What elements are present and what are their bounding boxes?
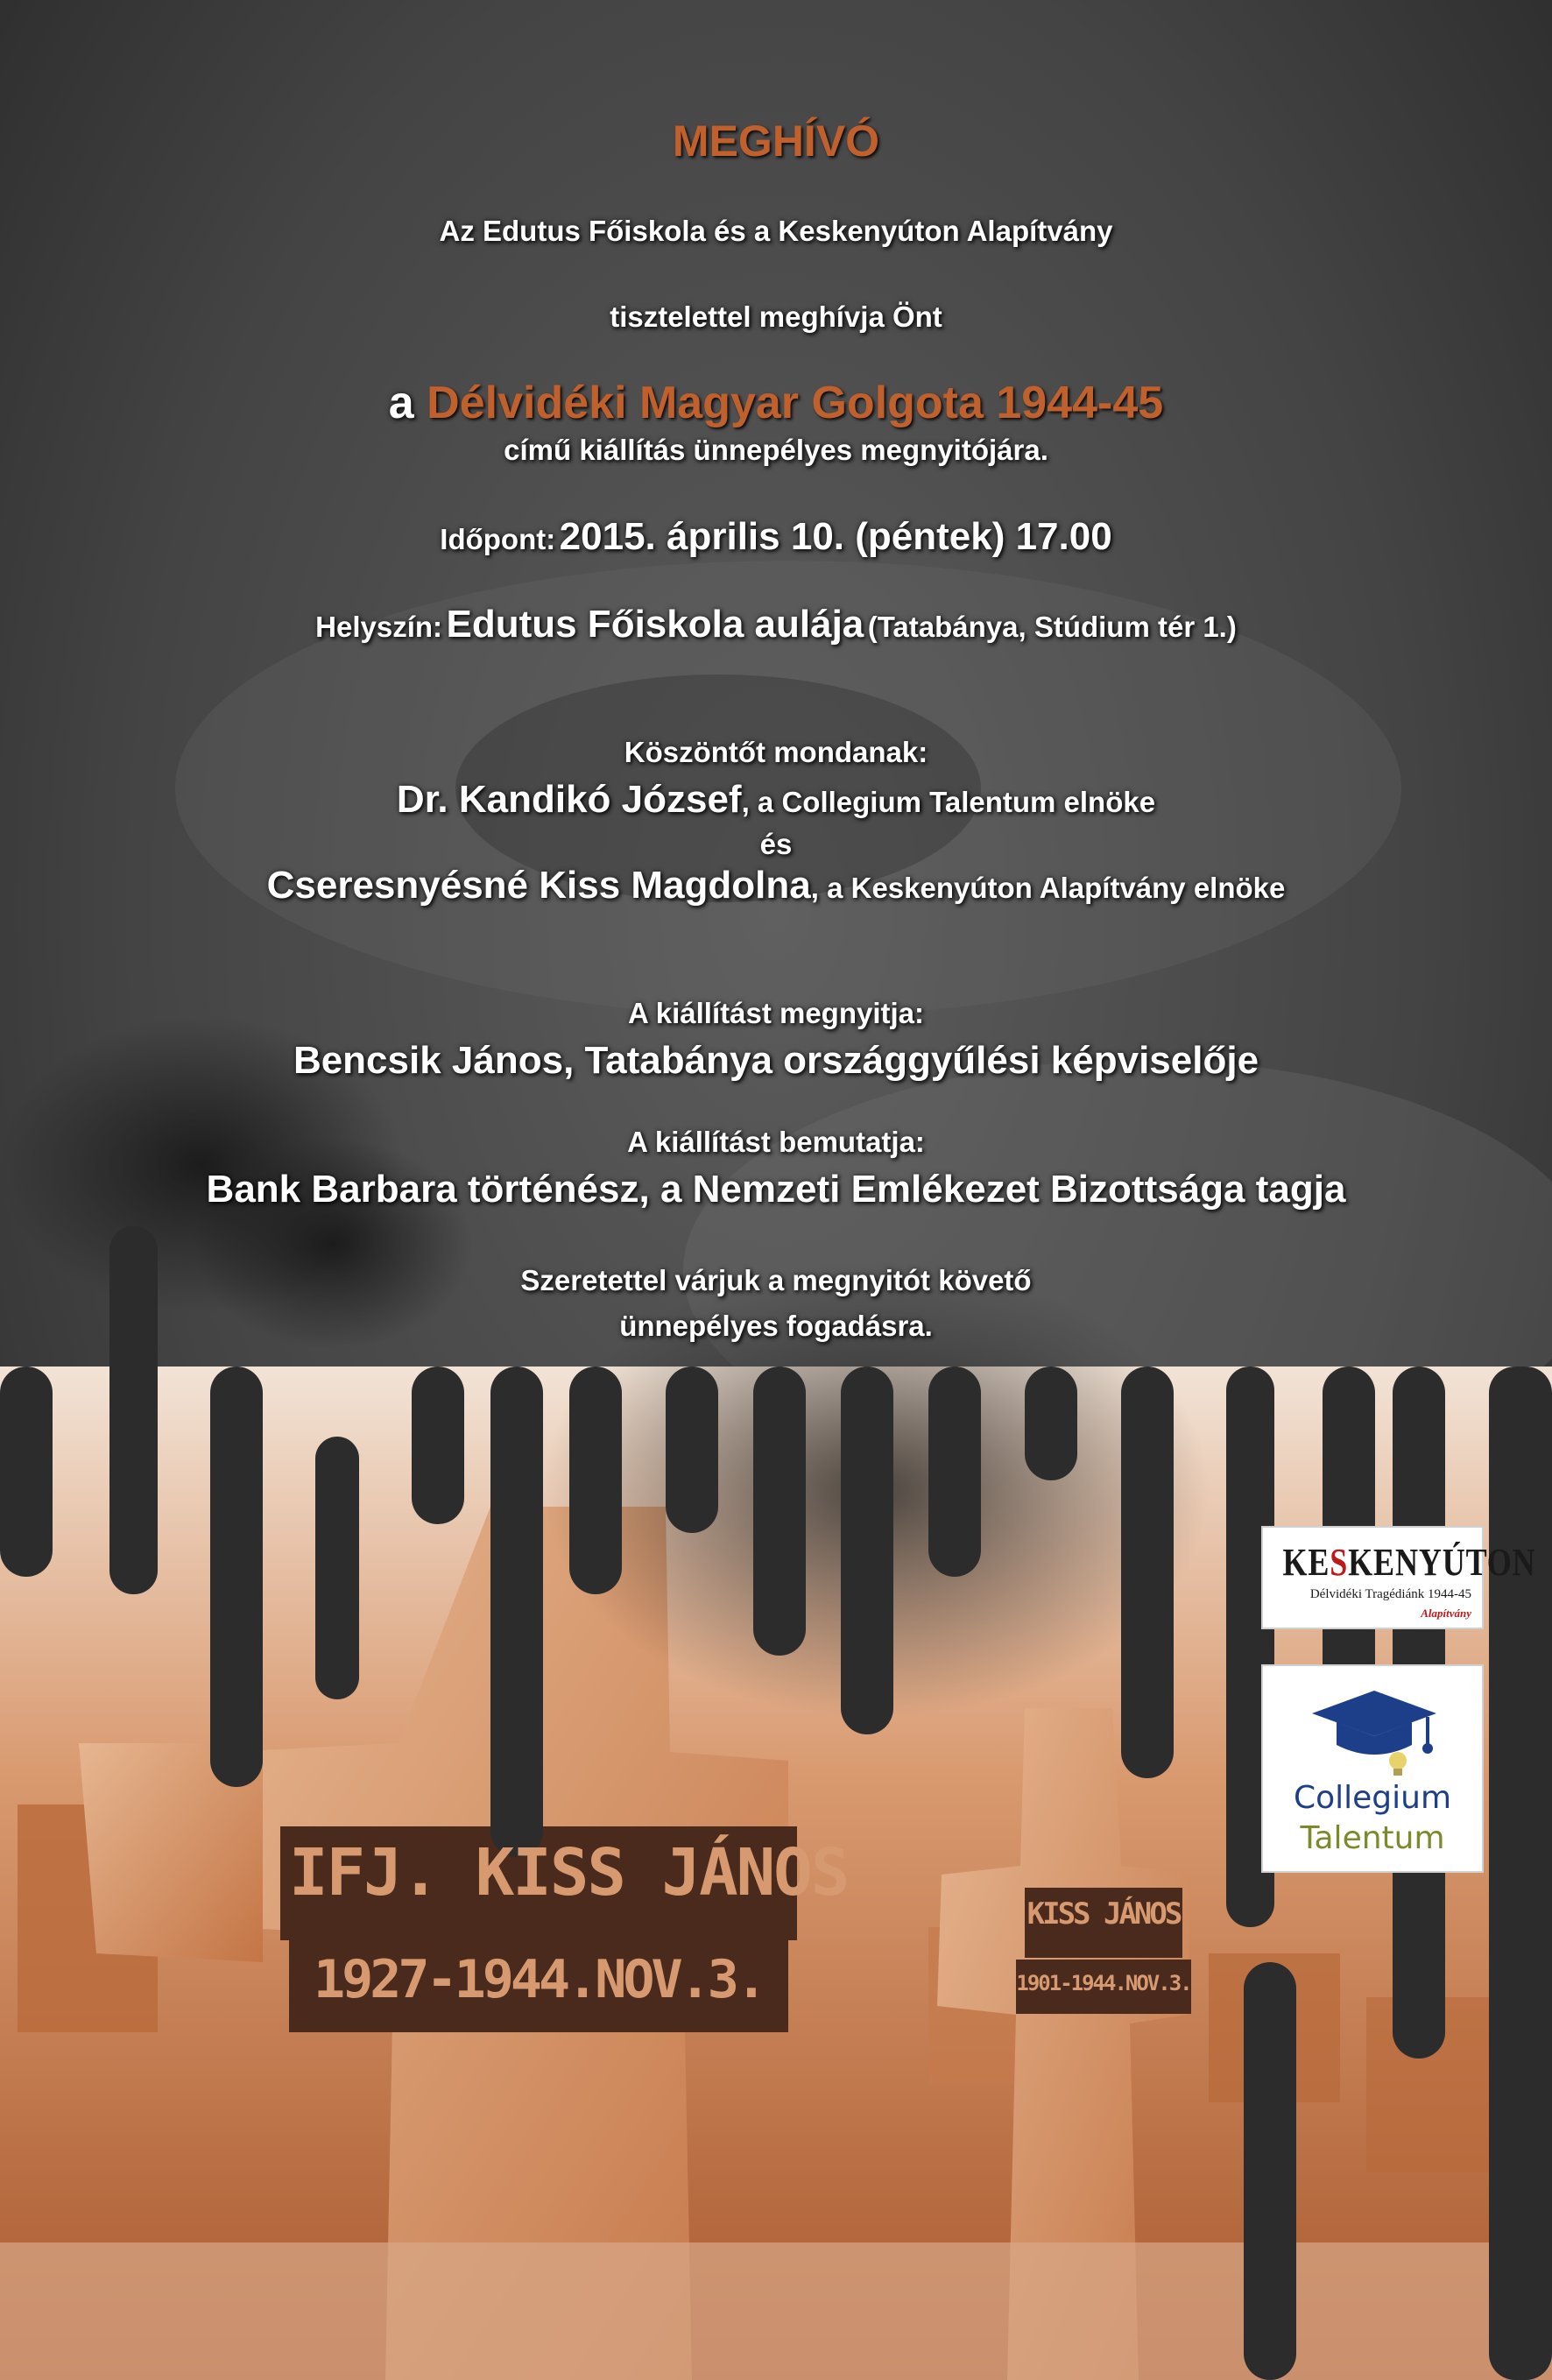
exhibit-suffix: című kiállítás ünnepélyes megnyitójára. — [504, 434, 1048, 466]
collegium-talentum-logo — [1261, 1664, 1484, 1873]
place-detail: (Tatabánya, Stúdium tér 1.) — [867, 611, 1237, 643]
collegium-text: Collegium — [1293, 1780, 1452, 1816]
talentum-text: Talentum — [1300, 1820, 1445, 1856]
time-line — [0, 515, 1552, 559]
keskenyuton-subtitle: Délvidéki Tragédiánk 1944-45 — [1309, 1587, 1471, 1601]
time-label: Időpont: — [440, 523, 556, 555]
presenter: Bank Barbara történész, a Nemzeti Emlékezet Bizottsága tagja — [206, 1168, 1346, 1211]
opener: Bencsik János, Tatabánya országgyűlési képviselője — [293, 1039, 1259, 1082]
time-value: 2015. április 10. (péntek) 17.00 — [559, 515, 1112, 558]
exhibit-title-line — [0, 377, 1552, 429]
hosts-line: Az Edutus Főiskola és a Keskenyúton Alapítvány — [439, 215, 1113, 247]
keskenyuton-foundation: Alapítvány — [1421, 1607, 1471, 1620]
greeting-heading: Köszöntőt mondanak: — [624, 736, 928, 768]
graduation-cap-icon — [1305, 1684, 1443, 1780]
place-line — [0, 603, 1552, 646]
invite-line: tisztelettel meghívja Önt — [610, 300, 942, 333]
invitation-title: MEGHÍVÓ — [672, 117, 880, 166]
keskenyuton-wordmark-mark: S — [1330, 1541, 1349, 1584]
keskenyuton-logo — [1261, 1526, 1536, 1629]
speaker2-line — [0, 864, 1552, 908]
place-value: Edutus Főiskola aulája — [446, 603, 864, 646]
gravestone-left-dates: 1927-1944.NOV.3. — [314, 1949, 764, 2010]
gravestone-right-name: KISS JÁNOS — [1026, 1896, 1181, 1932]
reception-line-1: Szeretettel várjuk a megnyitót követő — [520, 1264, 1032, 1296]
speaker2-name: Cseresnyésné Kiss Magdolna — [266, 864, 811, 907]
keskenyuton-wordmark — [1282, 1540, 1536, 1585]
conjunction: és — [759, 828, 793, 860]
speaker2-role: , a Keskenyúton Alapítvány elnöke — [810, 872, 1286, 904]
reception-line-2: ünnepélyes fogadásra. — [619, 1310, 933, 1342]
exhibit-title: Délvidéki Magyar Golgota 1944-45 — [427, 378, 1164, 428]
keskenyuton-wordmark-pre: KE — [1282, 1541, 1330, 1584]
gravestone-left-name: IFJ. KISS JÁNOS — [289, 1835, 849, 1910]
gravestone-right-dates: 1901-1944.NOV.3. — [1016, 1971, 1191, 1995]
keskenyuton-wordmark-post: KENYÚTON — [1348, 1541, 1536, 1584]
speaker1-line — [0, 778, 1552, 822]
opener-heading: A kiállítást megnyitja: — [627, 997, 925, 1029]
speaker1-name: Dr. Kandikó József — [396, 778, 742, 821]
exhibit-prefix: a — [388, 378, 414, 428]
presenter-heading: A kiállítást bemutatja: — [627, 1126, 925, 1158]
place-label: Helyszín: — [315, 611, 443, 643]
speaker1-role: , a Collegium Talentum elnöke — [741, 786, 1156, 818]
